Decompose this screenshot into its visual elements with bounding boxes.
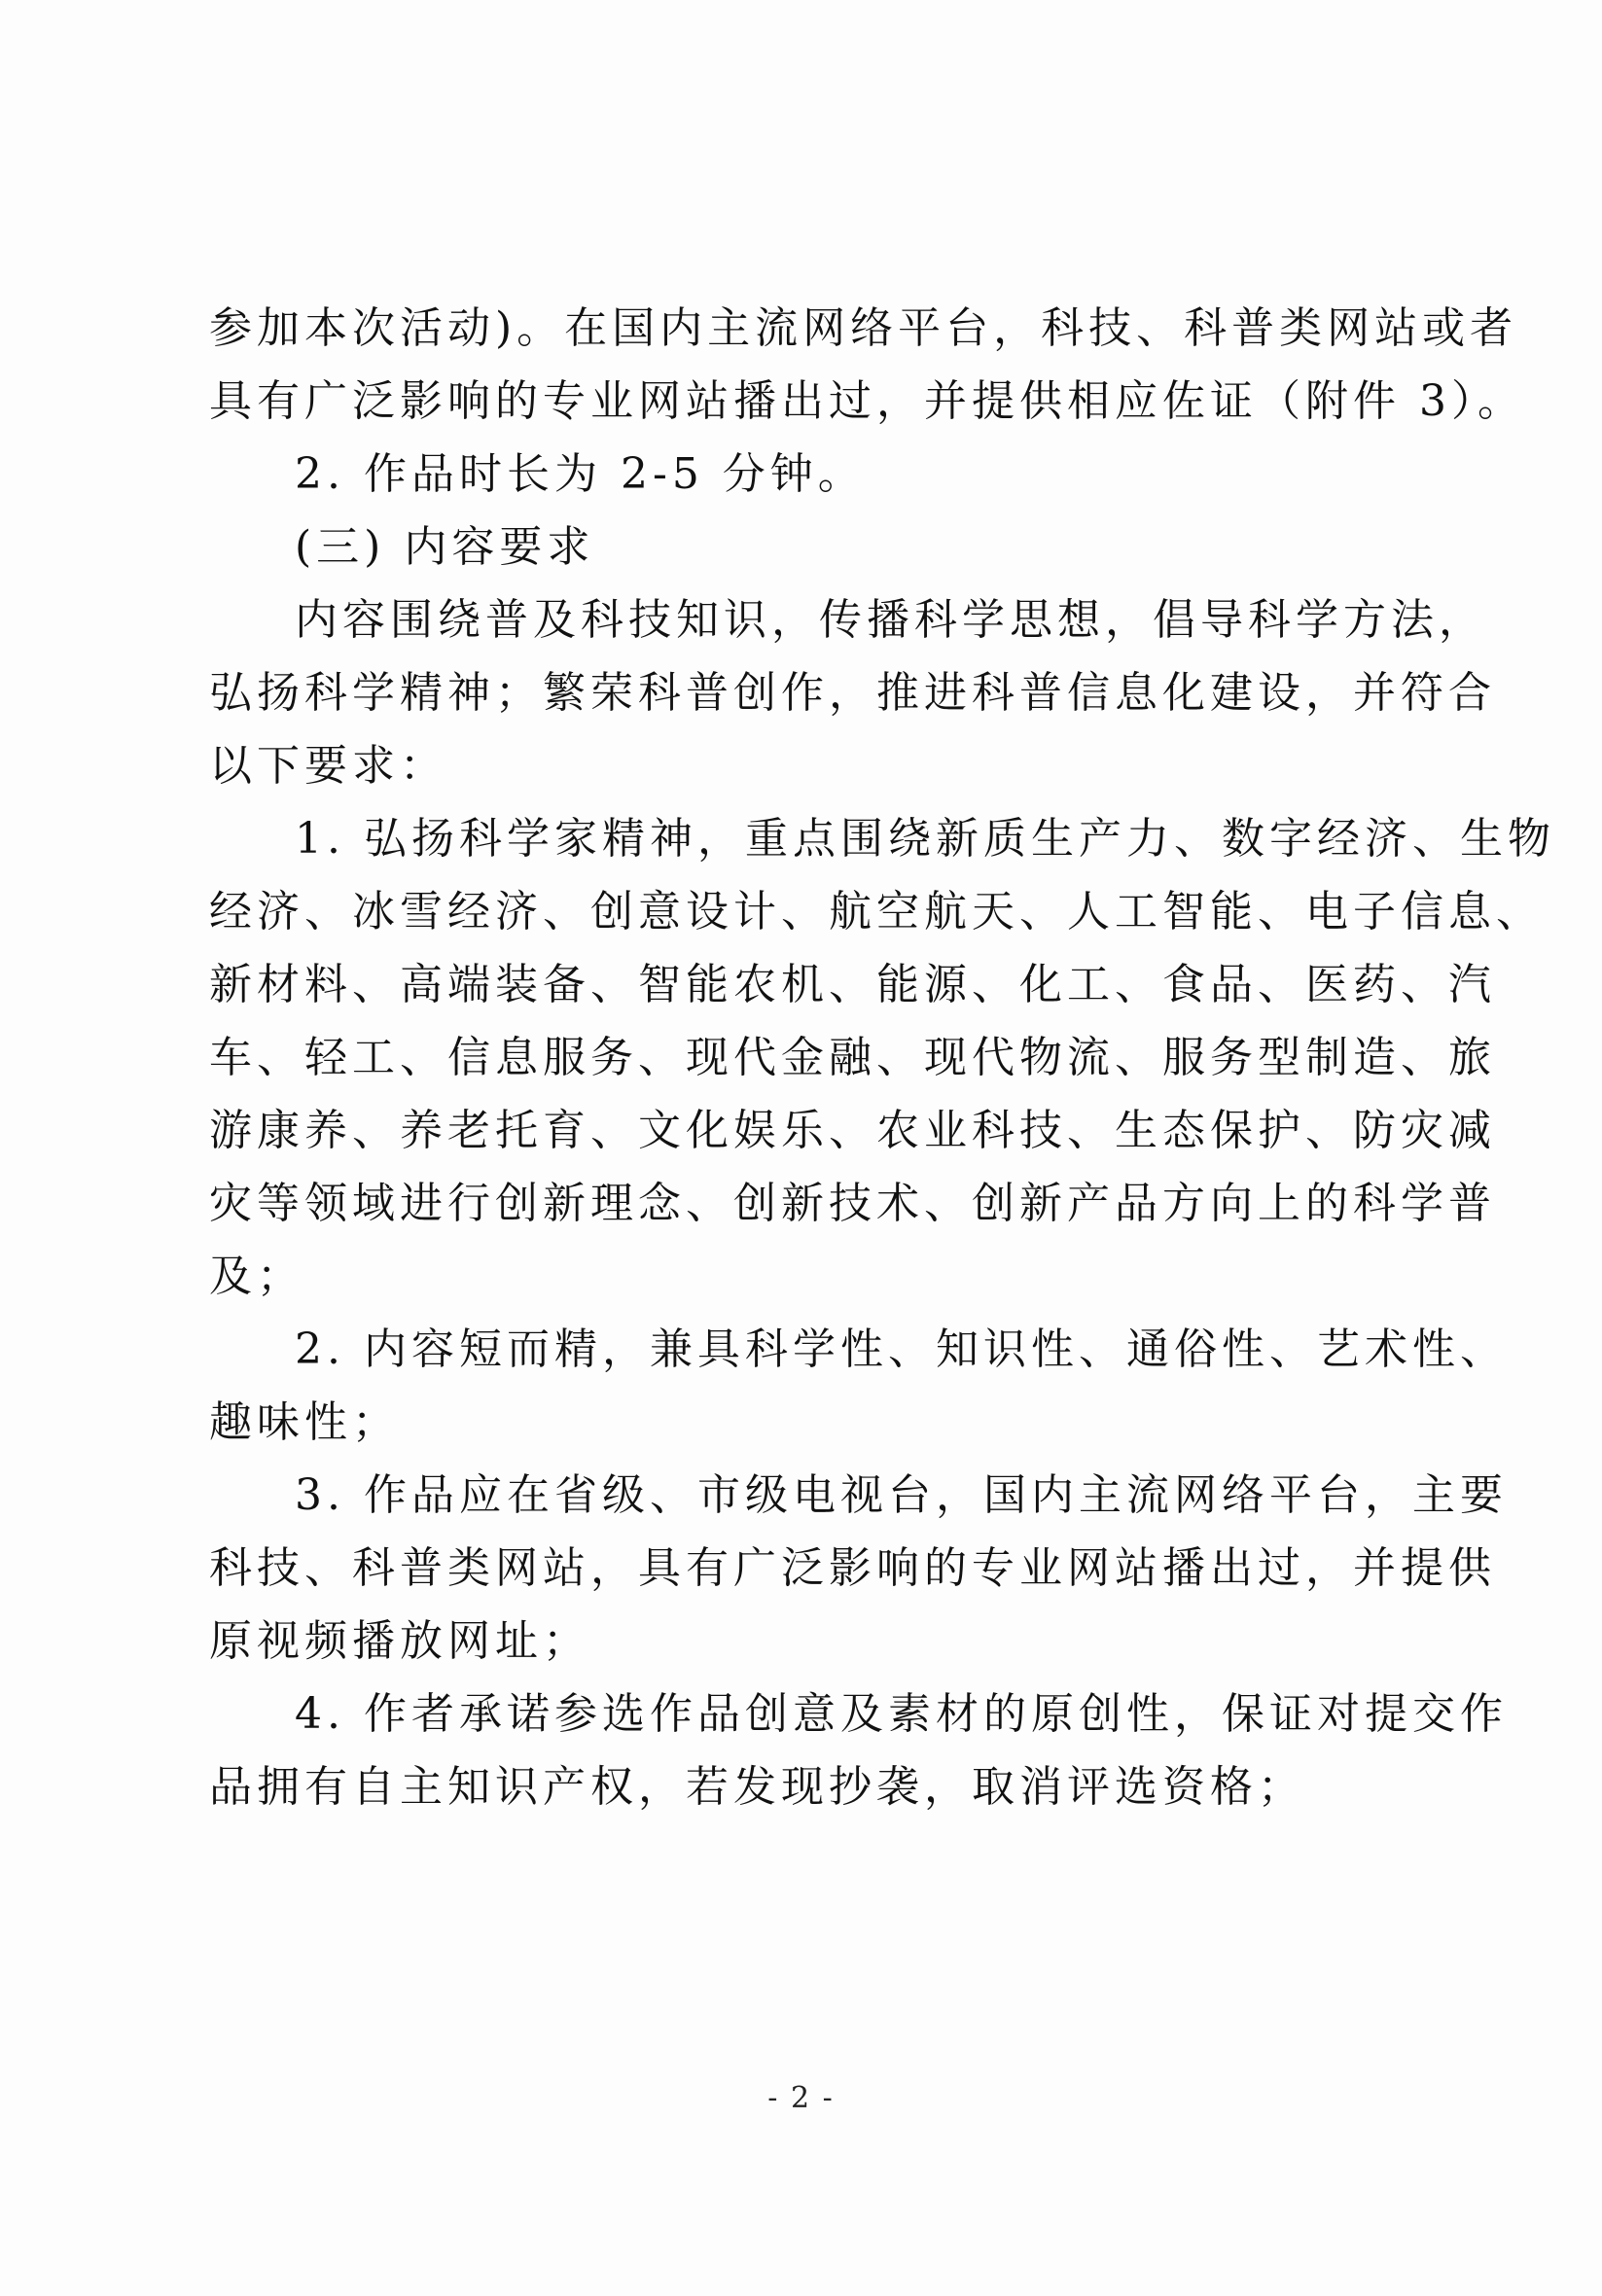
body-line-20: 4. 作者承诺参选作品创意及素材的原创性，保证对提交作 [295,1689,1508,1739]
page-number: - 2 - [767,2081,835,2115]
body-line-2: 具有广泛影响的专业网站播出过，并提供相应佐证（附件 3）。 [209,376,1525,426]
body-line-9: 经济、冰雪经济、创意设计、航空航天、人工智能、电子信息、 [209,887,1544,936]
body-line-6: 弘扬科学精神；繁荣科普创作，推进科普信息化建设，并符合 [209,668,1496,718]
body-line-5: 内容围绕普及科技知识，传播科学思想，倡导科学方法， [295,595,1486,645]
document-body [209,292,1555,1823]
body-line-13: 灾等领域进行创新理念、创新技术、创新产品方向上的科学普 [209,1179,1496,1228]
body-line-10: 新材料、高端装备、智能农机、能源、化工、食品、医药、汽 [209,960,1496,1009]
body-line-3: 2. 作品时长为 2-5 分钟。 [295,449,866,499]
body-line-16: 趣味性； [209,1397,400,1447]
body-line-14: 及； [209,1252,304,1301]
body-line-12: 游康养、养老托育、文化娱乐、农业科技、生态保护、防灾减 [209,1106,1496,1155]
body-line-8: 1. 弘扬科学家精神，重点围绕新质生产力、数字经济、生物 [295,814,1555,864]
section-heading: (三) 内容要求 [295,522,595,572]
body-line-18: 科技、科普类网站，具有广泛影响的专业网站播出过，并提供 [209,1543,1496,1593]
body-line-15: 2. 内容短而精，兼具科学性、知识性、通俗性、艺术性、 [295,1325,1508,1374]
body-line-7: 以下要求： [209,741,447,791]
body-line-19: 原视频播放网址； [209,1616,590,1666]
body-line-1: 参加本次活动)。在国内主流网络平台，科技、科普类网站或者 [209,303,1518,353]
body-line-21: 品拥有自主知识产权，若发现抄袭，取消评选资格； [209,1762,1305,1812]
body-line-11: 车、轻工、信息服务、现代金融、现代物流、服务型制造、旅 [209,1033,1496,1082]
body-line-17: 3. 作品应在省级、市级电视台，国内主流网络平台，主要 [295,1470,1508,1520]
